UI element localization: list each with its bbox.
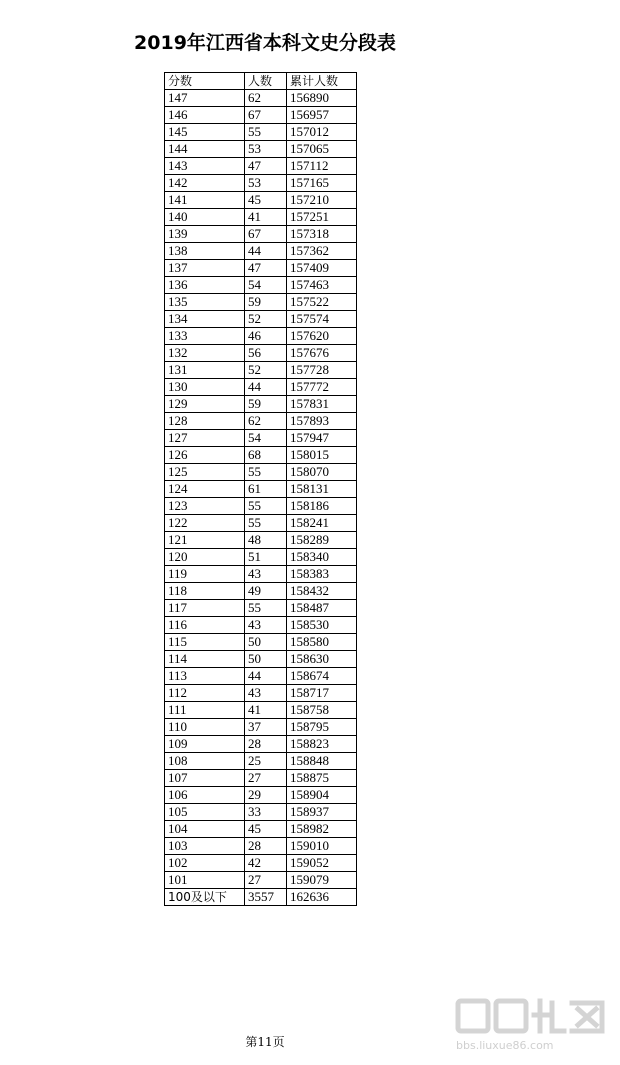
table-row bbox=[165, 855, 357, 872]
table-row bbox=[165, 549, 357, 566]
count-cell: 55 bbox=[245, 600, 287, 617]
score-cell: 122 bbox=[165, 515, 245, 532]
count-cell: 42 bbox=[245, 855, 287, 872]
count-cell: 41 bbox=[245, 209, 287, 226]
score-cell: 141 bbox=[165, 192, 245, 209]
cumulative-cell: 157251 bbox=[287, 209, 357, 226]
table-header-row bbox=[165, 73, 357, 90]
count-cell: 44 bbox=[245, 379, 287, 396]
table-row bbox=[165, 430, 357, 447]
count-cell: 27 bbox=[245, 770, 287, 787]
table-row bbox=[165, 498, 357, 515]
table-row bbox=[165, 651, 357, 668]
count-cell: 33 bbox=[245, 804, 287, 821]
score-cell: 107 bbox=[165, 770, 245, 787]
table-row bbox=[165, 311, 357, 328]
count-cell: 54 bbox=[245, 277, 287, 294]
table-row bbox=[165, 634, 357, 651]
score-cell: 117 bbox=[165, 600, 245, 617]
table-row bbox=[165, 413, 357, 430]
cumulative-cell: 158630 bbox=[287, 651, 357, 668]
count-cell: 55 bbox=[245, 124, 287, 141]
header-count: 人数 bbox=[245, 73, 287, 90]
table-row bbox=[165, 362, 357, 379]
score-cell: 143 bbox=[165, 158, 245, 175]
score-cell: 115 bbox=[165, 634, 245, 651]
score-cell: 100及以下 bbox=[165, 889, 245, 906]
score-cell: 130 bbox=[165, 379, 245, 396]
score-cell: 145 bbox=[165, 124, 245, 141]
table-row bbox=[165, 617, 357, 634]
count-cell: 44 bbox=[245, 668, 287, 685]
count-cell: 47 bbox=[245, 260, 287, 277]
score-cell: 135 bbox=[165, 294, 245, 311]
score-cell: 128 bbox=[165, 413, 245, 430]
table-row bbox=[165, 209, 357, 226]
score-cell: 136 bbox=[165, 277, 245, 294]
cumulative-cell: 158717 bbox=[287, 685, 357, 702]
cumulative-cell: 157522 bbox=[287, 294, 357, 311]
cumulative-cell: 158823 bbox=[287, 736, 357, 753]
cumulative-cell: 157676 bbox=[287, 345, 357, 362]
cumulative-cell: 157893 bbox=[287, 413, 357, 430]
count-cell: 68 bbox=[245, 447, 287, 464]
count-cell: 27 bbox=[245, 872, 287, 889]
score-cell: 105 bbox=[165, 804, 245, 821]
cumulative-cell: 158848 bbox=[287, 753, 357, 770]
count-cell: 59 bbox=[245, 294, 287, 311]
score-cell: 112 bbox=[165, 685, 245, 702]
score-cell: 125 bbox=[165, 464, 245, 481]
table-row bbox=[165, 192, 357, 209]
cumulative-cell: 158070 bbox=[287, 464, 357, 481]
count-cell: 48 bbox=[245, 532, 287, 549]
count-cell: 67 bbox=[245, 226, 287, 243]
cumulative-cell: 157112 bbox=[287, 158, 357, 175]
cumulative-cell: 158937 bbox=[287, 804, 357, 821]
table-row bbox=[165, 821, 357, 838]
table-row bbox=[165, 583, 357, 600]
score-cell: 103 bbox=[165, 838, 245, 855]
count-cell: 51 bbox=[245, 549, 287, 566]
score-cell: 114 bbox=[165, 651, 245, 668]
table-row bbox=[165, 107, 357, 124]
cumulative-cell: 158674 bbox=[287, 668, 357, 685]
cumulative-cell: 158580 bbox=[287, 634, 357, 651]
table-row bbox=[165, 260, 357, 277]
count-cell: 56 bbox=[245, 345, 287, 362]
score-cell: 144 bbox=[165, 141, 245, 158]
table-row bbox=[165, 226, 357, 243]
score-cell: 118 bbox=[165, 583, 245, 600]
table-row bbox=[165, 277, 357, 294]
count-cell: 45 bbox=[245, 192, 287, 209]
cumulative-cell: 158795 bbox=[287, 719, 357, 736]
cumulative-cell: 159052 bbox=[287, 855, 357, 872]
score-cell: 108 bbox=[165, 753, 245, 770]
count-cell: 3557 bbox=[245, 889, 287, 906]
table-row bbox=[165, 90, 357, 107]
score-cell: 131 bbox=[165, 362, 245, 379]
table-row bbox=[165, 175, 357, 192]
table-row bbox=[165, 600, 357, 617]
cumulative-cell: 157574 bbox=[287, 311, 357, 328]
cumulative-cell: 158383 bbox=[287, 566, 357, 583]
cumulative-cell: 158015 bbox=[287, 447, 357, 464]
table-row bbox=[165, 736, 357, 753]
count-cell: 62 bbox=[245, 90, 287, 107]
score-cell: 133 bbox=[165, 328, 245, 345]
score-cell: 139 bbox=[165, 226, 245, 243]
cumulative-cell: 158758 bbox=[287, 702, 357, 719]
cumulative-cell: 158982 bbox=[287, 821, 357, 838]
table-row bbox=[165, 124, 357, 141]
cumulative-cell: 158340 bbox=[287, 549, 357, 566]
header-score: 分数 bbox=[165, 73, 245, 90]
table-row bbox=[165, 345, 357, 362]
cumulative-cell: 157362 bbox=[287, 243, 357, 260]
count-cell: 49 bbox=[245, 583, 287, 600]
table-row bbox=[165, 889, 357, 906]
count-cell: 50 bbox=[245, 634, 287, 651]
score-cell: 147 bbox=[165, 90, 245, 107]
score-cell: 137 bbox=[165, 260, 245, 277]
cumulative-cell: 158487 bbox=[287, 600, 357, 617]
score-cell: 140 bbox=[165, 209, 245, 226]
score-cell: 123 bbox=[165, 498, 245, 515]
score-cell: 126 bbox=[165, 447, 245, 464]
cumulative-cell: 157409 bbox=[287, 260, 357, 277]
count-cell: 61 bbox=[245, 481, 287, 498]
cumulative-cell: 158241 bbox=[287, 515, 357, 532]
table-row bbox=[165, 804, 357, 821]
table-row bbox=[165, 685, 357, 702]
table-row bbox=[165, 447, 357, 464]
cumulative-cell: 158904 bbox=[287, 787, 357, 804]
score-cell: 116 bbox=[165, 617, 245, 634]
cumulative-cell: 157210 bbox=[287, 192, 357, 209]
table-row bbox=[165, 532, 357, 549]
count-cell: 59 bbox=[245, 396, 287, 413]
cumulative-cell: 158131 bbox=[287, 481, 357, 498]
count-cell: 54 bbox=[245, 430, 287, 447]
count-cell: 47 bbox=[245, 158, 287, 175]
count-cell: 41 bbox=[245, 702, 287, 719]
table-row bbox=[165, 838, 357, 855]
count-cell: 43 bbox=[245, 566, 287, 583]
count-cell: 55 bbox=[245, 498, 287, 515]
count-cell: 67 bbox=[245, 107, 287, 124]
count-cell: 44 bbox=[245, 243, 287, 260]
table-row bbox=[165, 158, 357, 175]
table-row bbox=[165, 668, 357, 685]
count-cell: 43 bbox=[245, 685, 287, 702]
count-cell: 46 bbox=[245, 328, 287, 345]
cumulative-cell: 159010 bbox=[287, 838, 357, 855]
score-cell: 121 bbox=[165, 532, 245, 549]
count-cell: 53 bbox=[245, 175, 287, 192]
table-row bbox=[165, 294, 357, 311]
count-cell: 29 bbox=[245, 787, 287, 804]
table-row bbox=[165, 379, 357, 396]
table-row bbox=[165, 396, 357, 413]
cumulative-cell: 157463 bbox=[287, 277, 357, 294]
score-cell: 101 bbox=[165, 872, 245, 889]
table-row bbox=[165, 702, 357, 719]
table-row bbox=[165, 328, 357, 345]
table-row bbox=[165, 243, 357, 260]
cumulative-cell: 159079 bbox=[287, 872, 357, 889]
score-cell: 120 bbox=[165, 549, 245, 566]
score-cell: 110 bbox=[165, 719, 245, 736]
score-table bbox=[164, 72, 357, 906]
cumulative-cell: 157012 bbox=[287, 124, 357, 141]
cumulative-cell: 157065 bbox=[287, 141, 357, 158]
table-row bbox=[165, 753, 357, 770]
cumulative-cell: 157318 bbox=[287, 226, 357, 243]
table-row bbox=[165, 787, 357, 804]
table-row bbox=[165, 481, 357, 498]
score-cell: 127 bbox=[165, 430, 245, 447]
cumulative-cell: 156957 bbox=[287, 107, 357, 124]
score-cell: 132 bbox=[165, 345, 245, 362]
score-cell: 142 bbox=[165, 175, 245, 192]
page-number: 第11页 bbox=[245, 1035, 285, 1049]
score-cell: 111 bbox=[165, 702, 245, 719]
table-row bbox=[165, 770, 357, 787]
count-cell: 52 bbox=[245, 362, 287, 379]
table-row bbox=[165, 872, 357, 889]
count-cell: 62 bbox=[245, 413, 287, 430]
count-cell: 52 bbox=[245, 311, 287, 328]
cumulative-cell: 158432 bbox=[287, 583, 357, 600]
count-cell: 50 bbox=[245, 651, 287, 668]
cumulative-cell: 157165 bbox=[287, 175, 357, 192]
count-cell: 55 bbox=[245, 515, 287, 532]
score-cell: 113 bbox=[165, 668, 245, 685]
count-cell: 53 bbox=[245, 141, 287, 158]
score-cell: 134 bbox=[165, 311, 245, 328]
table-row bbox=[165, 719, 357, 736]
cumulative-cell: 158289 bbox=[287, 532, 357, 549]
score-cell: 129 bbox=[165, 396, 245, 413]
score-cell: 119 bbox=[165, 566, 245, 583]
cumulative-cell: 157728 bbox=[287, 362, 357, 379]
cumulative-cell: 158186 bbox=[287, 498, 357, 515]
cumulative-cell: 162636 bbox=[287, 889, 357, 906]
watermark-logo bbox=[452, 995, 612, 1055]
score-cell: 106 bbox=[165, 787, 245, 804]
count-cell: 28 bbox=[245, 838, 287, 855]
cumulative-cell: 157772 bbox=[287, 379, 357, 396]
score-cell: 146 bbox=[165, 107, 245, 124]
score-cell: 124 bbox=[165, 481, 245, 498]
cumulative-cell: 157831 bbox=[287, 396, 357, 413]
cumulative-cell: 156890 bbox=[287, 90, 357, 107]
table-row bbox=[165, 515, 357, 532]
count-cell: 43 bbox=[245, 617, 287, 634]
watermark-url: bbs.liuxue86.com bbox=[456, 1039, 554, 1052]
score-cell: 102 bbox=[165, 855, 245, 872]
score-cell: 138 bbox=[165, 243, 245, 260]
score-cell: 109 bbox=[165, 736, 245, 753]
table-row bbox=[165, 464, 357, 481]
count-cell: 45 bbox=[245, 821, 287, 838]
count-cell: 55 bbox=[245, 464, 287, 481]
cumulative-cell: 158530 bbox=[287, 617, 357, 634]
table-row bbox=[165, 566, 357, 583]
cumulative-cell: 158875 bbox=[287, 770, 357, 787]
count-cell: 37 bbox=[245, 719, 287, 736]
count-cell: 28 bbox=[245, 736, 287, 753]
table-row bbox=[165, 141, 357, 158]
page-title: 2019年江西省本科文史分段表 bbox=[134, 32, 396, 54]
count-cell: 25 bbox=[245, 753, 287, 770]
score-cell: 104 bbox=[165, 821, 245, 838]
cumulative-cell: 157620 bbox=[287, 328, 357, 345]
header-cumulative: 累计人数 bbox=[287, 73, 357, 90]
table-body bbox=[165, 73, 357, 906]
cumulative-cell: 157947 bbox=[287, 430, 357, 447]
